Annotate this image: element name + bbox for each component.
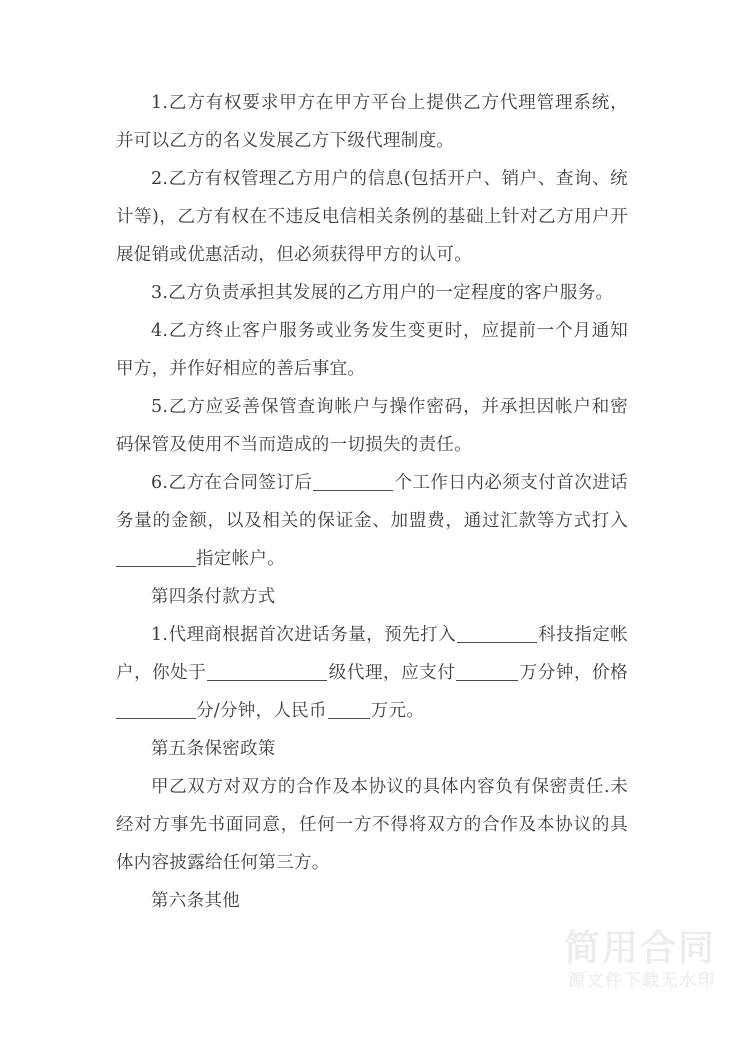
paragraph-text: 科技指定帐户，你处于: [116, 625, 628, 683]
watermark-main-text: 简用合同: [563, 928, 716, 969]
paragraph-clause-5-heading: [116, 730, 628, 768]
fill-in-blank[interactable]: [328, 703, 370, 719]
paragraph-clause-3-item-3: [116, 274, 628, 312]
paragraph-text: 级代理，应支付: [328, 663, 456, 683]
watermark: [564, 929, 716, 993]
fill-in-blank[interactable]: [313, 475, 393, 491]
paragraph-text: 6.乙方在合同签订后: [151, 473, 313, 493]
paragraph-clause-3-item-4: [116, 312, 628, 388]
paragraph-clause-3-item-1: [116, 84, 628, 160]
paragraph-text: 万分钟，价格: [519, 663, 628, 683]
paragraph-text: 5.乙方应妥善保管查询帐户与操作密码，并承担因帐户和密码保管及使用不当而造成的一切损失的责任。: [116, 397, 628, 455]
paragraph-clause-3-item-5: [116, 388, 628, 464]
paragraph-clause-4-heading: [116, 578, 628, 616]
paragraph-text: 甲乙双方对双方的合作及本协议的具体内容负有保密责任.未经对方事先书面同意，任何一方不得将双方的合作及本协议的具体内容披露给任何第三方。: [116, 777, 628, 873]
paragraph-text: 2.乙方有权管理乙方用户的信息(包括开户、销户、查询、统计等)，乙方有权在不违反电信相关条例的基础上针对乙方用户开展促销或优惠活动，但必须获得甲方的认可。: [116, 169, 628, 265]
paragraph-clause-4-item-1: [116, 616, 628, 730]
paragraph-text: 3.乙方负责承担其发展的乙方用户的一定程度的客户服务。: [151, 283, 614, 303]
paragraph-text: 分/分钟，人民币: [196, 701, 327, 721]
paragraph-text: 个工作日内必须支付首次进话务量的金额，以及相关的保证金、加盟费，通过汇款等方式打入: [116, 473, 628, 531]
paragraph-clause-3-item-6: [116, 464, 628, 578]
paragraph-text: 第六条其他: [151, 891, 240, 911]
fill-in-blank[interactable]: [207, 665, 327, 681]
paragraph-text: 万元。: [370, 701, 425, 721]
fill-in-blank[interactable]: [116, 703, 196, 719]
paragraph-clause-5-body: [116, 768, 628, 882]
document-body: [116, 84, 628, 920]
paragraph-text: 4.乙方终止客户服务或业务发生变更时，应提前一个月通知甲方，并作好相应的善后事宜。: [116, 321, 628, 379]
paragraph-clause-6-heading: [116, 882, 628, 920]
paragraph-clause-3-item-2: [116, 160, 628, 274]
fill-in-blank[interactable]: [116, 551, 196, 567]
fill-in-blank[interactable]: [457, 627, 537, 643]
paragraph-text: 第五条保密政策: [151, 739, 276, 759]
paragraph-text: 第四条付款方式: [151, 587, 276, 607]
paragraph-text: 指定帐户。: [196, 549, 285, 569]
fill-in-blank[interactable]: [456, 665, 518, 681]
paragraph-text: 1.代理商根据首次进话务量，预先打入: [151, 625, 457, 645]
watermark-sub-text: 源文件下载无水印: [568, 971, 716, 991]
paragraph-text: 1.乙方有权要求甲方在甲方平台上提供乙方代理管理系统，并可以乙方的名义发展乙方下级代理制度。: [116, 93, 628, 151]
